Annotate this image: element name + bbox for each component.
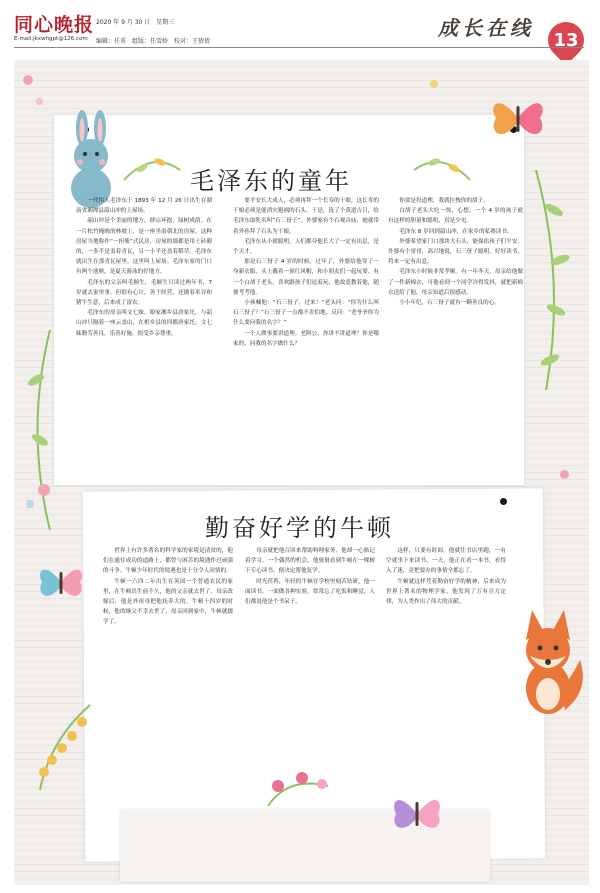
paragraph: 韶山冲是个美丽的地方，群山环抱，绿树成荫。在一片松竹掩映的林坡上，是一座坐南朝北的房屋。这种房屋当地称作“一担柴”式民房，房屋的墙都是用土砖砌的，一多半是盖着青瓦，另一小半还盖着稻草。毛泽东就出生在那青瓦屋里。这里叫上屋场。毛泽东家的门口有两个池塘，是夏天游泳的好地方。 [76, 218, 212, 276]
article-2-column-3 [386, 546, 506, 704]
paragraph: 外婆希望家门口那块大石头，能保佑孩子们平安。外婆有个哥哥，高兴地说，石三伢子聪明，好好读书，将来一定有出息。 [388, 238, 523, 266]
paragraph: 毛泽东的父亲叫毛顺生，毛顺生只读过两年书，7 岁就去家里事，但很有心计，善于经营，还做着米谷和猪牛生意，后来成了富农。 [76, 279, 212, 307]
paragraph: 毛泽东 8 岁回到韶山冲，在家乡的私塾读书。 [399, 228, 513, 235]
leaf-swirl-decoration [122, 150, 182, 190]
fox-icon [510, 600, 590, 720]
butterfly-icon [488, 92, 548, 146]
blossom-decoration [560, 470, 569, 479]
paragraph: 这样，只要有时间，他就往书店里跑，一有空就坐下来读书。一天，他正在看一本书，看得入了迷，竟把要办的事情全都忘了。 [386, 548, 506, 575]
paragraph: 牛顿就这样凭着勤奋好学的精神，后来成为世界上著名的物理学家，他发现了万有引力定律，为人类作出了伟大的贡献。 [386, 578, 506, 606]
paragraph: 小小年纪，石三伢子就有一颗善良的心。 [399, 300, 500, 307]
blossom-decoration [36, 98, 43, 105]
article-1-title: 毛泽东的童年 [190, 167, 352, 195]
paragraph: 时光荏苒，年轻的牛顿在学校里刻苦钻研，他一面读书，一面做各种实验，常常忘了吃饭和睡觉，人们都说他是个书呆子。 [245, 578, 375, 606]
header-divider [14, 47, 584, 48]
page-number: 13 [553, 29, 579, 51]
page-header [0, 0, 600, 68]
paragraph: 一个人做事要讲道理。老阿公，你讲不讲道理？你是哪家的，问我的名字做什么？ [233, 330, 379, 347]
issue-date: 2020 年 9 月 30 日 星期三 [96, 19, 175, 26]
article-1-column-1 [76, 196, 212, 496]
paragraph: 白胡子老头大吃一惊，心想，一个 4 岁的孩子就有这样的胆量和聪明，真是少见。 [388, 208, 523, 225]
page-number-badge [541, 15, 592, 66]
paragraph: 母亲就把他召回来帮助料理家务，他却一心惦记着学习。一个偶然的机会，他舅舅看到牛顿在一棵树下专心读书，便决定帮他复学。 [245, 548, 375, 575]
leaf-swirl-decoration [412, 150, 472, 190]
paragraph: 要平安长大成人，必须再拜一个长寿的干娘。这长寿的干娘必须是能消灾避祸的石头。于是，选了个黄道吉日，给毛泽东取乳名叫“石三伢子”。外婆家有个石观音庙，她就带着外孙拜了石头为干娘。 [233, 198, 379, 235]
rabbit-icon [58, 110, 128, 210]
leaf-branch-decoration [526, 170, 586, 390]
contact-email: E-mail:jkxwhgpt@126.com [14, 36, 88, 42]
editorial-staff: 编辑：任重 组版：任雪娇 校对：王倩倩 [96, 38, 211, 45]
paragraph: 一代伟人毛泽东于 1893 年 12 月 26 日出生在湖南省湘潭县韶山冲的上屋场。 [76, 198, 212, 215]
article-2-column-2 [245, 546, 375, 704]
article-2-title: 勤奋好学的牛顿 [205, 514, 394, 542]
butterfly-icon [390, 790, 444, 838]
section-title: 成长在线 [438, 16, 534, 40]
paragraph: 小孩喊他：“石三伢子，过来！”老头问：“你为什么叫石三伢子？”石三伢子一点都不害怕地，反问：“老爷爷你为什么要问我的名字？” [233, 300, 379, 327]
blossom-decoration [23, 75, 33, 85]
paragraph: 毛泽东从小就聪明，人们都夸他长大了一定有出息，是个天才。 [233, 238, 379, 256]
paragraph: 那是石三伢子 4 岁的时候，过年了，外婆给他穿了一身新衣服，头上戴着一顶红风帽，和小朋友们一起玩耍。有一个白胡子老头，喜欢跟孩子们逗着玩，他故意教着他，随便考考他。 [233, 259, 379, 296]
article-1-column-2 [233, 196, 379, 496]
paragraph: 世界上有许多著名的科学家的家境是清贫的，他们在通往成功的道路上，都曾与困苦的境遇作过顽强的斗争。牛顿少年时代的境遇也是十分令人同情的。 [103, 548, 233, 575]
leaf-branch-decoration [20, 330, 70, 530]
berry-branch-decoration [30, 700, 100, 790]
article-2-column-1 [103, 546, 233, 704]
article-1-column-3 [388, 196, 523, 496]
pin-icon [500, 498, 507, 505]
paragraph: 毛泽东的母亲叫文七妹，娘家湘乡县唐家圫，与韶山冲只隔着一座云盖山，在相乡县的四都唐家圫。文七妹勤劳善良，乐善好施，很受乡亲尊重。 [76, 310, 212, 337]
butterfly-icon [36, 560, 86, 606]
paragraph: 牛顿一六四二年出生在英国一个普通农民的家里，在牛顿出生前不久，他的父亲就去世了。母亲改嫁后，他是外祖母把他抚养大的。牛顿十四岁的时候，他的继父不幸去世了，母亲回到家中，牛顿就辍学了。 [103, 578, 233, 626]
newspaper-logo: 同心晚报 [14, 14, 95, 36]
flower-decoration [258, 766, 338, 806]
blossom-decoration [430, 80, 438, 88]
paragraph: 你要是投道理，我就拉拽你的胡子。 [399, 198, 489, 204]
paragraph: 毛泽东小时候非常孝顺。有一年冬天，母亲给他做了一件新棉衣，可他看到一个同学冷得发抖，就把新棉衣送给了他，母亲知道后很感动。 [388, 269, 523, 296]
